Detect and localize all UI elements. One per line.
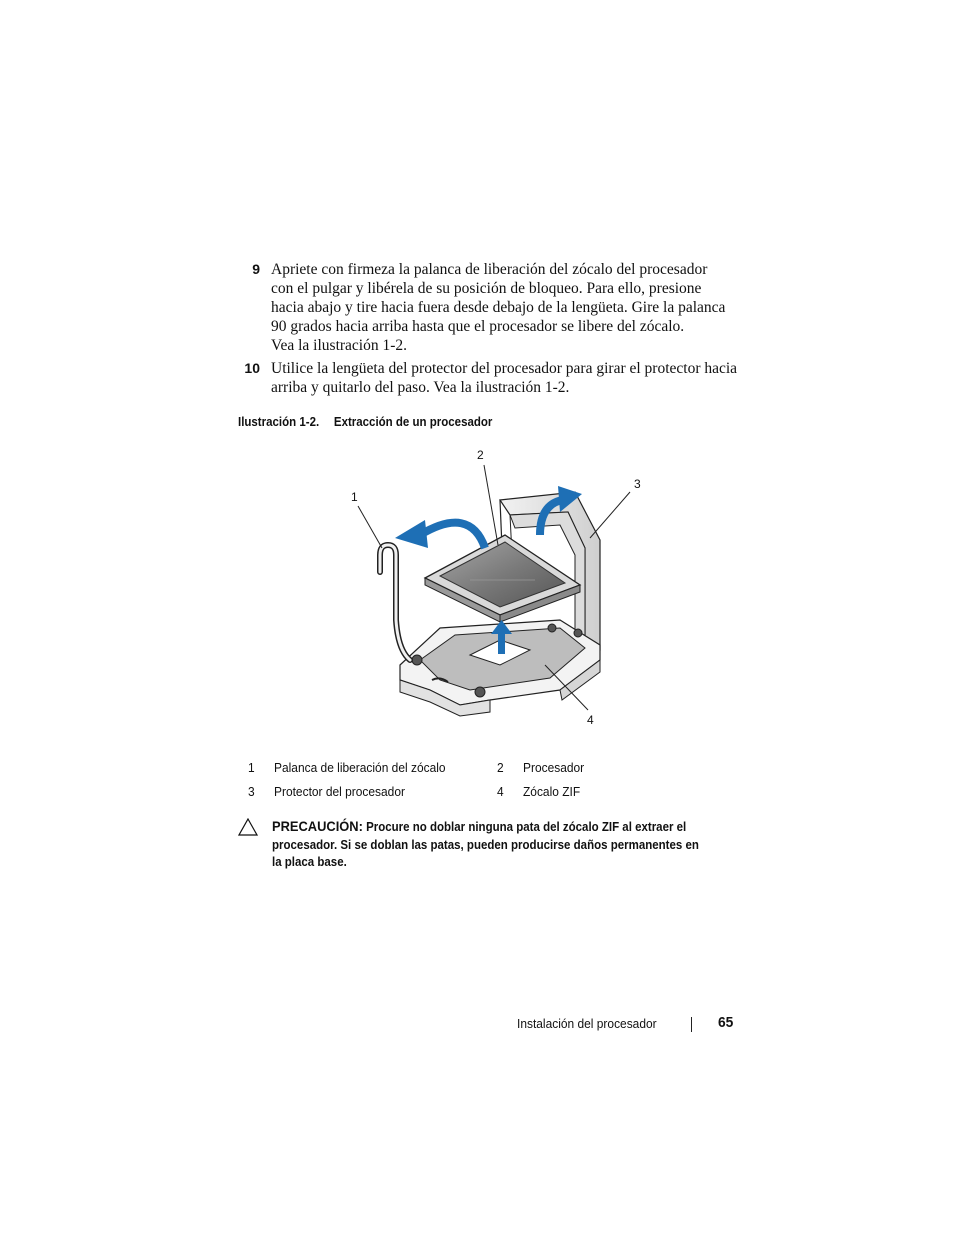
- figure-caption: [238, 415, 492, 429]
- step-line: Apriete con firmeza la palanca de liberación del zócalo del procesador: [271, 261, 708, 278]
- callout-4: 4: [587, 713, 594, 727]
- footer-divider: [691, 1017, 692, 1032]
- legend-number: 3: [248, 784, 255, 799]
- step-line: arriba y quitarlo del paso. Vea la ilustración 1-2.: [271, 379, 570, 396]
- figure-label: Ilustración 1-2.: [238, 415, 320, 429]
- caution-label: PRECAUCIÓN:: [272, 818, 363, 834]
- step-number: 10: [244, 360, 260, 376]
- caution-line: la placa base.: [272, 855, 347, 869]
- legend-text: Procesador: [523, 760, 585, 775]
- step-line: 90 grados hacia arriba hasta que el procesador se libere del zócalo.: [271, 318, 685, 335]
- callout-2: 2: [477, 448, 484, 462]
- footer-section-title: Instalación del procesador: [517, 1016, 657, 1031]
- leader-line-1: [358, 506, 382, 548]
- caution-line: Procure no doblar ninguna pata del zócalo ZIF al extraer el: [366, 820, 687, 834]
- callout-3: 3: [634, 477, 641, 491]
- leader-line-2: [484, 465, 498, 545]
- figure-title: Extracción de un procesador: [333, 415, 493, 429]
- legend-text: Protector del procesador: [274, 784, 405, 799]
- step-line: Vea la ilustración 1-2.: [271, 337, 408, 354]
- step-line: Utilice la lengüeta del protector del procesador para girar el protector hacia: [271, 360, 738, 377]
- step-text: [271, 359, 741, 397]
- leader-line-3: [590, 492, 630, 538]
- caution-notice: [272, 818, 704, 872]
- processor: [425, 535, 580, 622]
- step-line: hacia abajo y tire hacia fuera desde debajo de la lengüeta. Gire la palanca: [271, 299, 726, 316]
- step-text: [271, 260, 741, 355]
- processor-removal-illustration: [330, 440, 650, 740]
- rotate-left-arrow-icon: [395, 520, 485, 548]
- legend-number: 1: [248, 760, 255, 775]
- step-line: con el pulgar y libérela de su posición de bloqueo. Para ello, presione: [271, 280, 702, 297]
- callout-1: 1: [351, 490, 358, 504]
- legend-text: Palanca de liberación del zócalo: [274, 760, 446, 775]
- caution-line: procesador. Si se doblan las patas, pueden producirse daños permanentes en: [272, 837, 699, 852]
- page-number: 65: [718, 1014, 734, 1031]
- step-number: 9: [252, 261, 260, 277]
- legend-text: Zócalo ZIF: [523, 784, 581, 799]
- legend-number: 2: [497, 760, 504, 775]
- legend-number: 4: [497, 784, 504, 799]
- warning-triangle-icon: [238, 818, 258, 836]
